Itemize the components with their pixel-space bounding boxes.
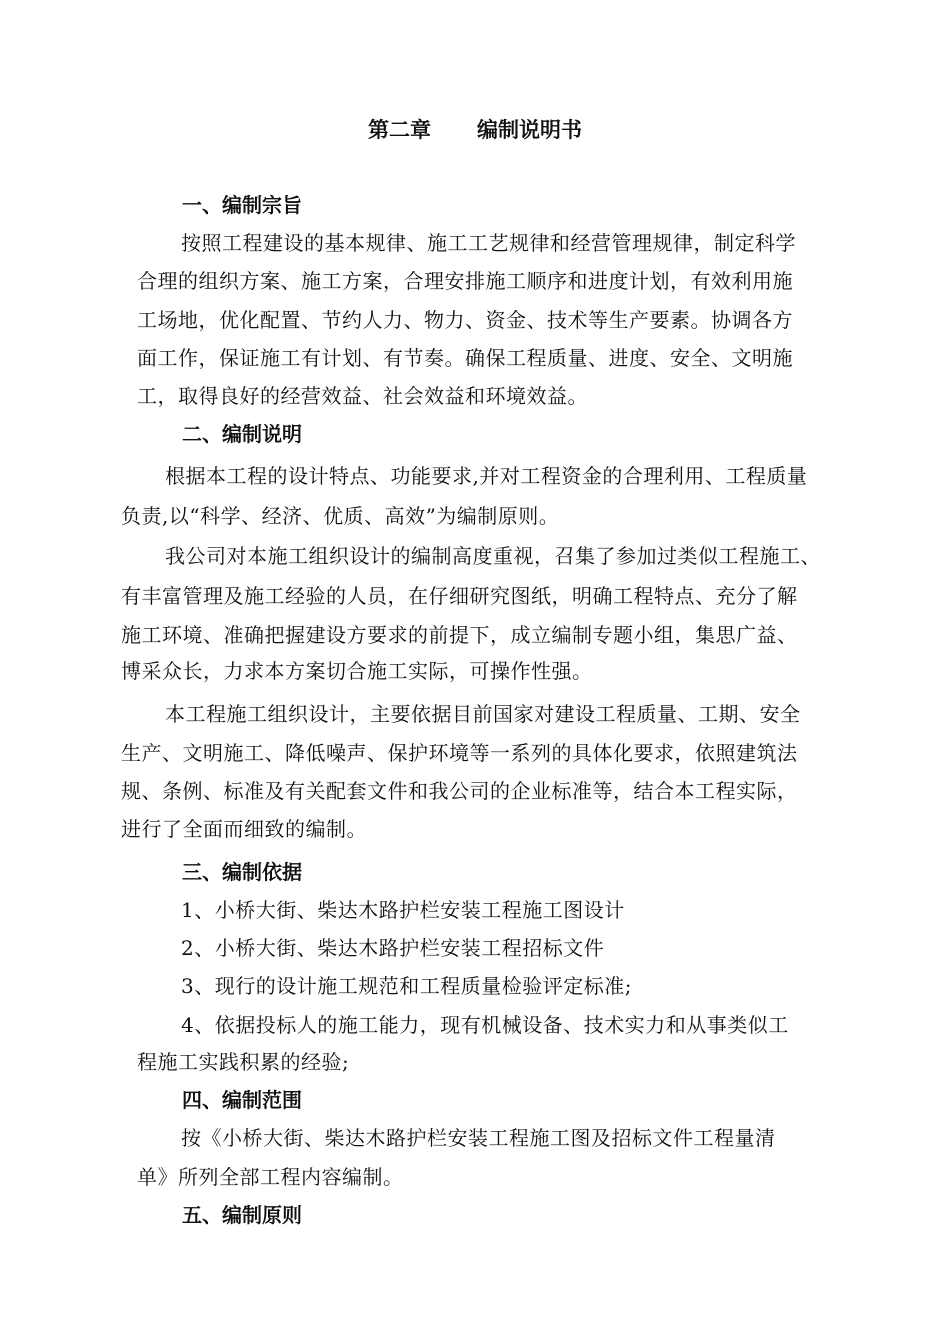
section-heading-description: 二、编制说明 [182, 422, 302, 446]
paragraph-line: 按照工程建设的基本规律、施工工艺规律和经营管理规律，制定科学 [181, 231, 796, 255]
paragraph-line: 合理的组织方案、施工方案，合理安排施工顺序和进度计划，有效利用施 [137, 269, 793, 293]
section-heading-purpose: 一、编制宗旨 [182, 193, 302, 217]
paragraph-line: 本工程施工组织设计，主要依据目前国家对建设工程质量、工期、安全 [165, 702, 801, 726]
paragraph-line: 规、条例、标准及有关配套文件和我公司的企业标准等，结合本工程实际， [121, 779, 798, 803]
list-item: 4、依据投标人的施工能力，现有机械设备、技术实力和从事类似工 [181, 1013, 789, 1037]
paragraph-line: 按《小桥大街、柴达木路护栏安装工程施工图及招标文件工程量清 [181, 1126, 776, 1150]
list-item: 2、小桥大街、柴达木路护栏安装工程招标文件 [181, 936, 605, 960]
chapter-title [0, 116, 950, 144]
section-heading-scope: 四、编制范围 [182, 1088, 302, 1112]
paragraph-line: 进行了全面而细致的编制。 [121, 817, 367, 841]
paragraph-line: 工，取得良好的经营效益、社会效益和环境效益。 [137, 384, 588, 408]
paragraph-line: 单》所列全部工程内容编制。 [137, 1165, 404, 1189]
list-item: 1、小桥大街、柴达木路护栏安装工程施工图设计 [181, 898, 625, 922]
paragraph-line: 生产、文明施工、降低噪声、保护环境等一系列的具体化要求，依照建筑法 [121, 741, 798, 765]
paragraph-line: 负责,以“科学、经济、优质、高效”为编制原则。 [121, 504, 560, 528]
chapter-number: 第二章 [368, 118, 431, 142]
paragraph-line: 有丰富管理及施工经验的人员，在仔细研究图纸，明确工程特点、充分了解 [121, 584, 798, 608]
section-heading-principles: 五、编制原则 [182, 1203, 302, 1227]
paragraph-line: 我公司对本施工组织设计的编制高度重视，召集了参加过类似工程施工、 [165, 544, 821, 568]
paragraph-line: 施工环境、准确把握建设方要求的前提下，成立编制专题小组，集思广益、 [121, 623, 798, 647]
paragraph-line: 工场地，优化配置、节约人力、物力、资金、技术等生产要素。协调各方 [137, 308, 793, 332]
section-heading-basis: 三、编制依据 [182, 860, 302, 884]
paragraph-line: 面工作，保证施工有计划、有节奏。确保工程质量、进度、安全、文明施 [137, 346, 793, 370]
list-item: 程施工实践积累的经验; [137, 1050, 350, 1074]
chapter-name: 编制说明书 [477, 118, 582, 142]
paragraph-line: 根据本工程的设计特点、功能要求,并对工程资金的合理利用、工程质量 [165, 464, 808, 488]
paragraph-line: 博采众长，力求本方案切合施工实际，可操作性强。 [121, 659, 593, 683]
list-item: 3、现行的设计施工规范和工程质量检验评定标准; [181, 974, 632, 998]
